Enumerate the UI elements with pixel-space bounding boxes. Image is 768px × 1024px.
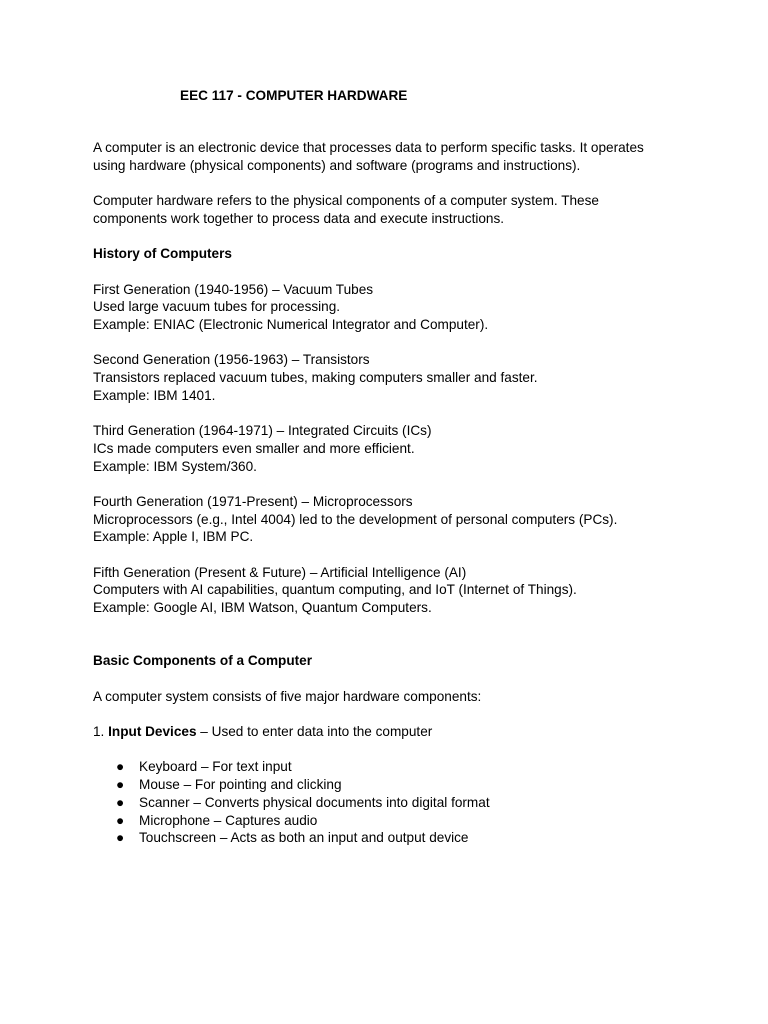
- list-number: 1.: [93, 724, 105, 740]
- generation-description: Used large vacuum tubes for processing.: [93, 299, 341, 315]
- intro-line: A computer is an electronic device that processes data to perform specific tasks. It operates: [93, 140, 644, 155]
- intro-paragraph: [93, 139, 693, 174]
- generation-description: Microprocessors (e.g., Intel 4004) led to the development of personal computers (PCs).: [93, 511, 618, 527]
- list-item-text: Keyboard – For text input: [139, 759, 292, 775]
- generation-block: [93, 493, 693, 546]
- bullet-icon: ●: [116, 830, 125, 846]
- generation-example: Example: IBM 1401.: [93, 387, 216, 403]
- intro-line: using hardware (physical components) and software (programs and instructions).: [93, 157, 581, 173]
- hardware-definition-paragraph: [93, 192, 693, 227]
- definition-line: components work together to process data and execute instructions.: [93, 210, 505, 226]
- history-heading: History of Computers: [93, 246, 232, 262]
- input-devices-label: Input Devices: [108, 724, 197, 740]
- bullet-icon: ●: [116, 759, 125, 775]
- generation-example: Example: Google AI, IBM Watson, Quantum Computers.: [93, 600, 432, 616]
- list-item: [93, 758, 693, 776]
- generation-title: First Generation (1940-1956) – Vacuum Tubes: [93, 281, 374, 297]
- generation-example: Example: ENIAC (Electronic Numerical Integrator and Computer).: [93, 316, 489, 332]
- document-title: EEC 117 - COMPUTER HARDWARE: [180, 88, 408, 103]
- input-devices-description: – Used to enter data into the computer: [200, 724, 433, 740]
- document-body: [93, 139, 693, 847]
- generation-title: Second Generation (1956-1963) – Transistors: [93, 352, 370, 368]
- generation-example: Example: IBM System/360.: [93, 458, 257, 474]
- list-item: [93, 776, 693, 794]
- definition-line: Computer hardware refers to the physical components of a computer system. These: [93, 193, 599, 209]
- list-item: [93, 829, 693, 847]
- list-item-text: Microphone – Captures audio: [139, 812, 318, 828]
- generation-block: [93, 422, 693, 475]
- bullet-icon: ●: [116, 794, 125, 810]
- generation-description: ICs made computers even smaller and more efficient.: [93, 440, 415, 456]
- generation-example: Example: Apple I, IBM PC.: [93, 529, 254, 545]
- bullet-icon: ●: [116, 777, 125, 793]
- list-item: [93, 812, 693, 830]
- generation-block: [93, 351, 693, 404]
- generation-block: [93, 564, 693, 617]
- input-devices-list: [93, 758, 693, 847]
- list-item-text: Touchscreen – Acts as both an input and output device: [139, 830, 469, 846]
- components-heading: Basic Components of a Computer: [93, 653, 313, 669]
- generation-description: Transistors replaced vacuum tubes, making computers smaller and faster.: [93, 370, 538, 386]
- input-devices-line: [93, 723, 693, 741]
- components-intro: A computer system consists of five major hardware components:: [93, 688, 482, 704]
- generation-title: Fifth Generation (Present & Future) – Artificial Intelligence (AI): [93, 564, 467, 580]
- generation-block: [93, 281, 693, 334]
- generation-title: Third Generation (1964-1971) – Integrated Circuits (ICs): [93, 423, 432, 439]
- generation-description: Computers with AI capabilities, quantum computing, and IoT (Internet of Things).: [93, 582, 577, 598]
- list-item-text: Scanner – Converts physical documents into digital format: [139, 794, 490, 810]
- list-item-text: Mouse – For pointing and clicking: [139, 777, 342, 793]
- bullet-icon: ●: [116, 812, 125, 828]
- generation-title: Fourth Generation (1971-Present) – Microprocessors: [93, 493, 413, 509]
- list-item: [93, 794, 693, 812]
